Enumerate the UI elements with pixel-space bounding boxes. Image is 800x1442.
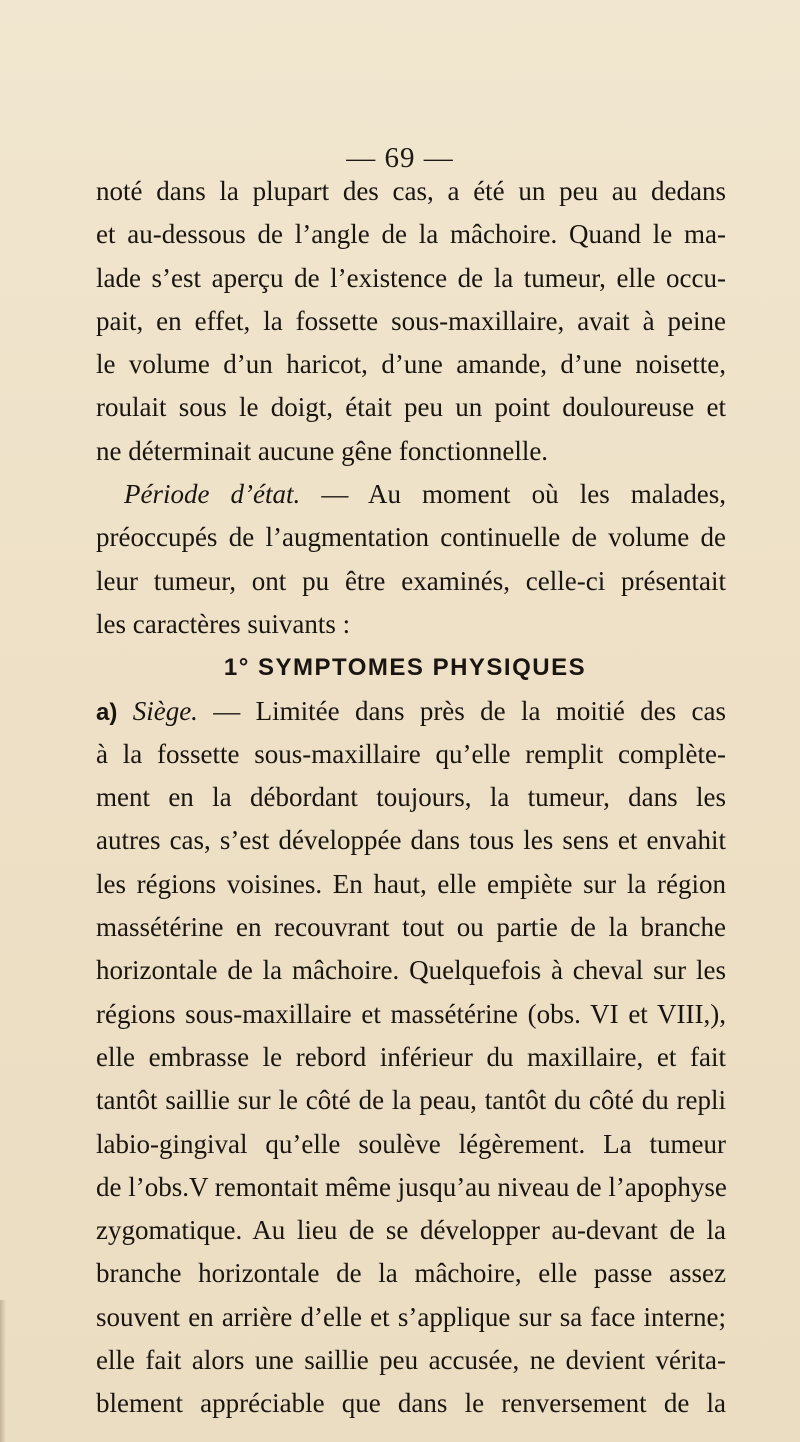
paragraph-3-first-line	[96, 690, 726, 733]
text-line: branche horizontale de la mâchoire, elle passe assez	[96, 1258, 726, 1289]
text-line: elle fait alors une saillie peu accusée, ne devient vérita-	[96, 1345, 726, 1376]
text-line: autres cas, s’est développée dans tous les sens et envahit	[96, 825, 726, 856]
text-span: — Au moment où les malades,	[300, 479, 727, 510]
text-line: blement appréciable que dans le renversement de la	[96, 1388, 726, 1419]
text-line: ne déterminait aucune gêne fonctionnelle.	[96, 435, 549, 466]
text-span: — Limitée dans près de la moitié des cas	[197, 695, 726, 726]
text-line: pait, en effet, la fossette sous-maxillaire, avait à peine	[96, 305, 726, 336]
body-text	[96, 170, 726, 1426]
text-line: à la fossette sous-maxillaire qu’elle remplit complète-	[96, 738, 726, 769]
section-heading: 1° SYMPTOMES PHYSIQUES	[223, 654, 587, 682]
text-line: massétérine en recouvrant tout ou partie de la branche	[96, 912, 726, 943]
text-line: elle embrasse le rebord inférieur du maxillaire, et fait	[96, 1041, 726, 1072]
text-line: les régions voisines. En haut, elle empiète sur la région	[96, 868, 726, 899]
paragraph-2-first-line	[96, 473, 726, 516]
text-line: tantôt saillie sur le côté de la peau, tantôt du côté du repli	[96, 1085, 726, 1116]
text-line: de l’obs.V remontait même jusqu’au niveau de l’apophyse	[96, 1171, 727, 1202]
text-line: et au-dessous de l’angle de la mâchoire. Quand le ma-	[96, 219, 726, 250]
text-line: roulait sous le doigt, était peu un point douloureuse et	[96, 392, 726, 423]
text-line: ment en la débordant toujours, la tumeur, dans les	[96, 782, 726, 813]
text-line: leur tumeur, ont pu être examinés, celle-ci présentait	[96, 565, 726, 596]
section-lead-periode: Période d’état.	[124, 479, 301, 510]
section-lead-siege: Siège.	[132, 695, 198, 726]
text-line: horizontale de la mâchoire. Quelquefois à cheval sur les	[96, 955, 726, 986]
text-line: régions sous-maxillaire et massétérine (obs. VI et VIII,),	[96, 998, 726, 1029]
text-line: zygomatique. Au lieu de se développer au-devant de la	[96, 1215, 726, 1246]
page-number: — 69 —	[346, 142, 454, 174]
text-line: le volume d’un haricot, d’une amande, d’une noisette,	[96, 349, 726, 380]
text-line: lade s’est aperçu de l’existence de la tumeur, elle occu-	[96, 262, 726, 293]
page-edge-shadow	[0, 1300, 6, 1442]
list-marker: a)	[96, 698, 118, 726]
text-line: les caractères suivants :	[96, 608, 351, 639]
text-line: noté dans la plupart des cas, a été un peu au dedans	[96, 176, 726, 206]
text-line: labio-gingival qu’elle soulève légèrement. La tumeur	[96, 1128, 726, 1159]
text-line: préoccupés de l’augmentation continuelle de volume de	[96, 522, 726, 553]
text-line: souvent en arrière d’elle et s’applique sur sa face interne;	[96, 1301, 726, 1332]
